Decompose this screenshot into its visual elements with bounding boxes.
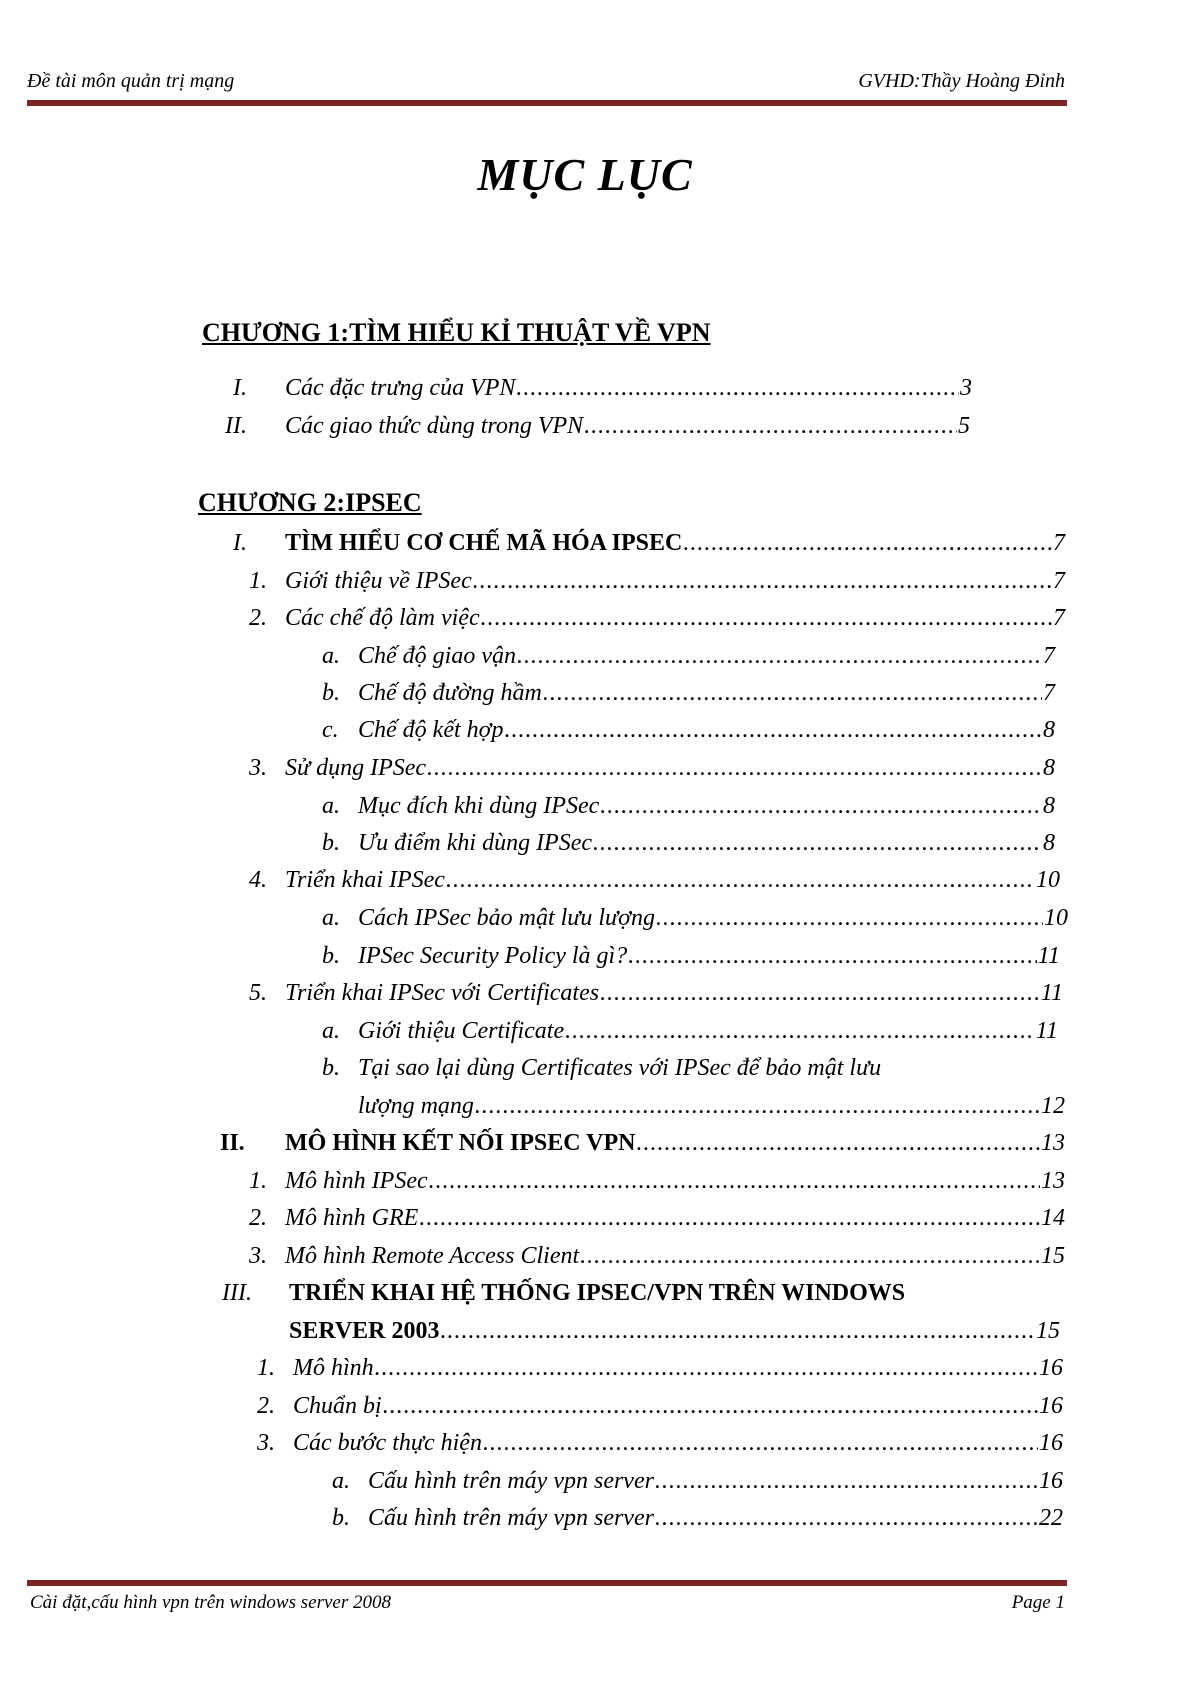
toc-page: 22	[1039, 1505, 1063, 1531]
toc-leader	[600, 975, 1040, 1011]
header-left: Đề tài môn quản trị mạng	[27, 70, 235, 92]
toc-leader	[419, 1200, 1040, 1236]
toc-page: 14	[1041, 1205, 1065, 1231]
toc-leader	[475, 1088, 1040, 1124]
toc-entry[interactable]	[257, 1350, 1063, 1386]
toc-page: 3	[960, 375, 972, 401]
toc-text: Các đặc trưng của VPN	[285, 375, 516, 401]
toc-text: Mô hình Remote Access Client	[285, 1243, 580, 1269]
toc-text-cont: SERVER 2003	[289, 1318, 440, 1344]
toc-leader	[628, 938, 1037, 974]
chapter2-heading: CHƯƠNG 2:IPSEC	[198, 488, 422, 517]
toc-leader	[483, 1425, 1038, 1461]
toc-number: I.	[233, 375, 247, 401]
toc-text: Chế độ kết hợp	[358, 717, 504, 743]
toc-entry[interactable]	[249, 750, 1055, 786]
toc-entry[interactable]	[233, 525, 1065, 561]
toc-entry[interactable]	[257, 1388, 1063, 1424]
toc-text-cont: lượng mạng	[358, 1093, 474, 1119]
toc-leader	[516, 370, 959, 406]
toc-page: 16	[1039, 1468, 1063, 1494]
toc-number: 3.	[249, 755, 267, 781]
toc-entry[interactable]	[249, 1200, 1065, 1236]
toc-page: 16	[1039, 1355, 1063, 1381]
toc-entry[interactable]	[225, 408, 970, 444]
toc-text: IPSec Security Policy là gì?	[358, 943, 628, 969]
toc-page: 11	[1040, 980, 1063, 1006]
toc-entry[interactable]	[233, 370, 972, 406]
toc-number: a.	[322, 905, 340, 931]
toc-entry[interactable]	[249, 1238, 1065, 1274]
toc-page: 7	[1053, 605, 1065, 631]
toc-entry[interactable]	[322, 788, 1055, 824]
toc-number: b.	[332, 1505, 350, 1531]
toc-number: 3.	[249, 1243, 267, 1269]
toc-number: 5.	[249, 980, 267, 1006]
toc-entry[interactable]	[322, 1013, 1058, 1049]
toc-number: 2.	[249, 605, 267, 631]
toc-number: b.	[322, 1055, 340, 1081]
toc-text: Chuẩn bị	[293, 1393, 382, 1419]
toc-number: 1.	[249, 1168, 267, 1194]
toc-number: 1.	[257, 1355, 275, 1381]
toc-entry[interactable]	[220, 1125, 1065, 1161]
toc-number: 1.	[249, 568, 267, 594]
toc-leader	[593, 825, 1042, 861]
toc-page: 10	[1036, 867, 1060, 893]
toc-text: Triển khai IPSec với Certificates	[285, 980, 600, 1006]
toc-text: Mô hình GRE	[285, 1205, 419, 1231]
toc-leader	[446, 862, 1035, 898]
toc-number: c.	[322, 717, 339, 743]
toc-page: 11	[1035, 1018, 1058, 1044]
toc-page: 7	[1043, 680, 1055, 706]
toc-text: Các giao thức dùng trong VPN	[285, 413, 584, 439]
toc-number: 4.	[249, 867, 267, 893]
toc-page: 8	[1043, 755, 1055, 781]
toc-text: Tại sao lại dùng Certificates với IPSec để bảo mật lưu	[358, 1055, 882, 1081]
toc-entry[interactable]	[322, 825, 1055, 861]
toc-entry[interactable]	[322, 900, 1068, 936]
toc-leader	[565, 1013, 1035, 1049]
toc-leader	[504, 712, 1042, 748]
header-right: GVHD:Thầy Hoàng Đỉnh	[858, 70, 1065, 92]
toc-leader	[543, 675, 1042, 711]
toc-number: II.	[220, 1130, 245, 1156]
toc-leader	[655, 1500, 1038, 1536]
toc-page: 8	[1043, 793, 1055, 819]
toc-number: a.	[332, 1468, 350, 1494]
toc-text: Ưu điểm khi dùng IPSec	[358, 830, 593, 856]
toc-text: Cấu hình trên máy vpn server	[368, 1505, 654, 1531]
footer-right: Page 1	[1011, 1592, 1065, 1613]
toc-leader	[655, 1463, 1038, 1499]
toc-leader	[517, 638, 1042, 674]
toc-text: MÔ HÌNH KẾT NỐI IPSEC VPN	[285, 1130, 636, 1156]
toc-text: TRIỂN KHAI HỆ THỐNG IPSEC/VPN TRÊN WINDOWS	[289, 1280, 906, 1306]
toc-leader	[637, 1125, 1041, 1161]
toc-number: b.	[322, 830, 340, 856]
toc-page: 8	[1043, 830, 1055, 856]
toc-text: Mục đích khi dùng IPSec	[358, 793, 600, 819]
toc-leader	[383, 1388, 1038, 1424]
toc-text: Sử dụng IPSec	[285, 755, 427, 781]
toc-leader	[481, 600, 1052, 636]
toc-entry[interactable]	[249, 975, 1063, 1011]
toc-page: 15	[1041, 1243, 1065, 1269]
toc-leader	[375, 1350, 1038, 1386]
toc-leader	[429, 1163, 1040, 1199]
page-title: MỤC LỤC	[477, 149, 693, 200]
toc-page: 15	[1036, 1318, 1060, 1344]
toc-page: 7	[1053, 530, 1065, 556]
toc-page: 7	[1043, 643, 1055, 669]
toc-number: 2.	[257, 1393, 275, 1419]
toc-page: 13	[1041, 1130, 1065, 1156]
toc-text: Giới thiệu về IPSec	[285, 568, 472, 594]
toc-leader	[580, 1238, 1040, 1274]
toc-page: 10	[1044, 905, 1068, 931]
toc-page: 7	[1053, 568, 1065, 594]
toc-entry[interactable]	[322, 938, 1060, 974]
toc-text: Cấu hình trên máy vpn server	[368, 1468, 654, 1494]
toc-text: Mô hình	[293, 1355, 374, 1381]
toc-page: 11	[1037, 943, 1060, 969]
toc-page: 5	[958, 413, 970, 439]
toc-number: a.	[322, 643, 340, 669]
toc-leader	[584, 408, 957, 444]
footer-left: Cài đặt,cấu hình vpn trên windows server 2008	[30, 1592, 391, 1613]
toc-text: Giới thiệu Certificate	[358, 1018, 565, 1044]
toc-page: 8	[1043, 717, 1055, 743]
toc-text: Các bước thực hiện	[293, 1430, 482, 1456]
toc-leader	[683, 525, 1052, 561]
toc-entry[interactable]	[249, 600, 1065, 636]
header-rule	[27, 100, 1067, 106]
toc-text: Mô hình IPSec	[285, 1168, 428, 1194]
toc-leader	[600, 788, 1042, 824]
toc-leader	[656, 900, 1043, 936]
toc-entry[interactable]	[332, 1463, 1063, 1499]
toc-entry[interactable]	[322, 638, 1055, 674]
toc-entry[interactable]	[358, 1088, 1065, 1124]
toc-leader	[427, 750, 1042, 786]
toc-text: Các chế độ làm việc	[285, 605, 480, 631]
toc-entry[interactable]	[249, 563, 1065, 599]
toc-number: II.	[225, 413, 247, 439]
toc-number: I.	[233, 530, 247, 556]
footer-rule	[27, 1580, 1067, 1586]
toc-entry[interactable]	[257, 1425, 1063, 1461]
toc-page: 12	[1041, 1093, 1065, 1119]
toc-leader	[441, 1313, 1035, 1349]
toc-entry[interactable]	[289, 1313, 1060, 1349]
toc-entry[interactable]	[322, 712, 1055, 748]
toc-number: 2.	[249, 1205, 267, 1231]
toc-entry[interactable]	[322, 675, 1055, 711]
toc-number: a.	[322, 1018, 340, 1044]
toc-number: b.	[322, 943, 340, 969]
toc-leader	[473, 563, 1052, 599]
toc-text: Cách IPSec bảo mật lưu lượng	[358, 905, 655, 931]
toc-page: 16	[1039, 1393, 1063, 1419]
toc-text: TÌM HIỂU CƠ CHẾ MÃ HÓA IPSEC	[285, 530, 683, 556]
toc-entry[interactable]	[332, 1500, 1063, 1536]
toc-text: Chế độ đường hầm	[358, 680, 542, 706]
toc-number: a.	[322, 793, 340, 819]
toc-text: Chế độ giao vận	[358, 643, 516, 669]
toc-page: 16	[1039, 1430, 1063, 1456]
chapter1-heading: CHƯƠNG 1:TÌM HIỂU KỈ THUẬT VỀ VPN	[202, 318, 711, 347]
toc-number: b.	[322, 680, 340, 706]
toc-number: 3.	[257, 1430, 275, 1456]
toc-number: III.	[222, 1280, 252, 1306]
toc-entry[interactable]	[249, 862, 1060, 898]
toc-entry[interactable]	[249, 1163, 1065, 1199]
toc-page: 13	[1041, 1168, 1065, 1194]
toc-text: Triển khai IPSec	[285, 867, 445, 893]
